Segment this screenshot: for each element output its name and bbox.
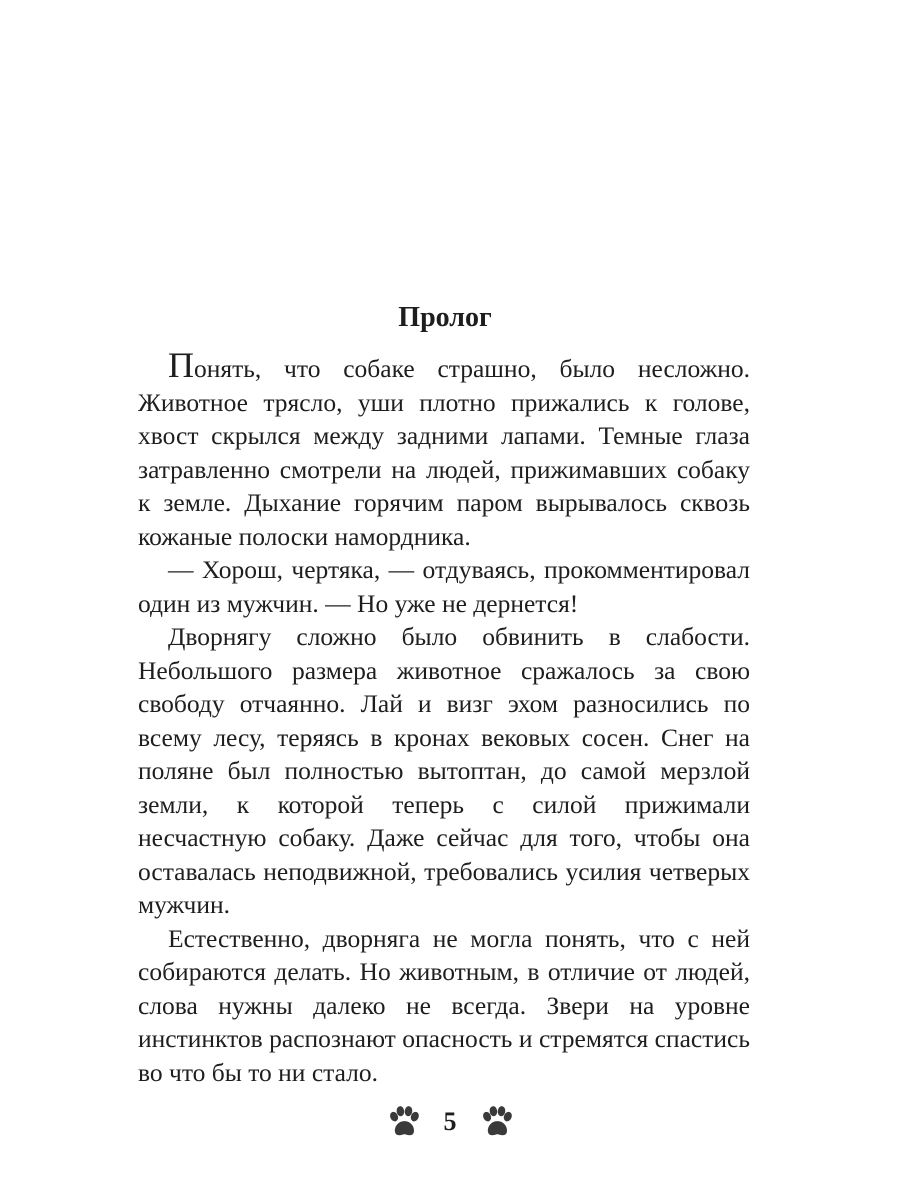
paragraph-1 (138, 345, 750, 553)
body-text (138, 345, 750, 1089)
page-number: 5 (443, 1107, 457, 1136)
paragraph-1-text: онять, что собаке страшно, было несложно. Животное тряслo, уши плотно прижались к голове, хвост скрылся между задними лапами. Темные глаза затравленно смотрели на людей, прижимавших собаку к земле. Дыхание горячим паром вырывалось сквозь кожаные полоски намордника. (138, 354, 750, 551)
paw-print-icon (479, 1104, 515, 1140)
paw-print-icon (386, 1104, 422, 1140)
page-footer (0, 1100, 900, 1144)
drop-cap: П (168, 345, 194, 385)
paragraph-3: Дворнягу сложно было обвинить в слабости. Небольшого размера животное сражалось за свою свободу отчаянно. Лай и визг эхом разносились по всему лесу, теряясь в кронах вековых сосен. Снег на поляне был полностью вытоптан, до самой мерзлой земли, к которой теперь с силой прижимали несчастную собаку. Даже сейчас для того, чтобы она оставалась неподвижной, требовались усилия четверых мужчин. (138, 622, 750, 919)
chapter-title: Пролог (398, 302, 492, 333)
paragraph-4: Естественно, дворняга не могла понять, что с ней собираются делать. Но животным, в отличие от людей, слова нужны далеко не всегда. Звери на уровне инстинктов распознают опасность и стремятся спастись во что бы то ни стало. (138, 923, 750, 1087)
paragraph-2: — Хорош, чертяка, — отдуваясь, прокомментировал один из мужчин. — Но уже не дернется! (138, 555, 750, 618)
